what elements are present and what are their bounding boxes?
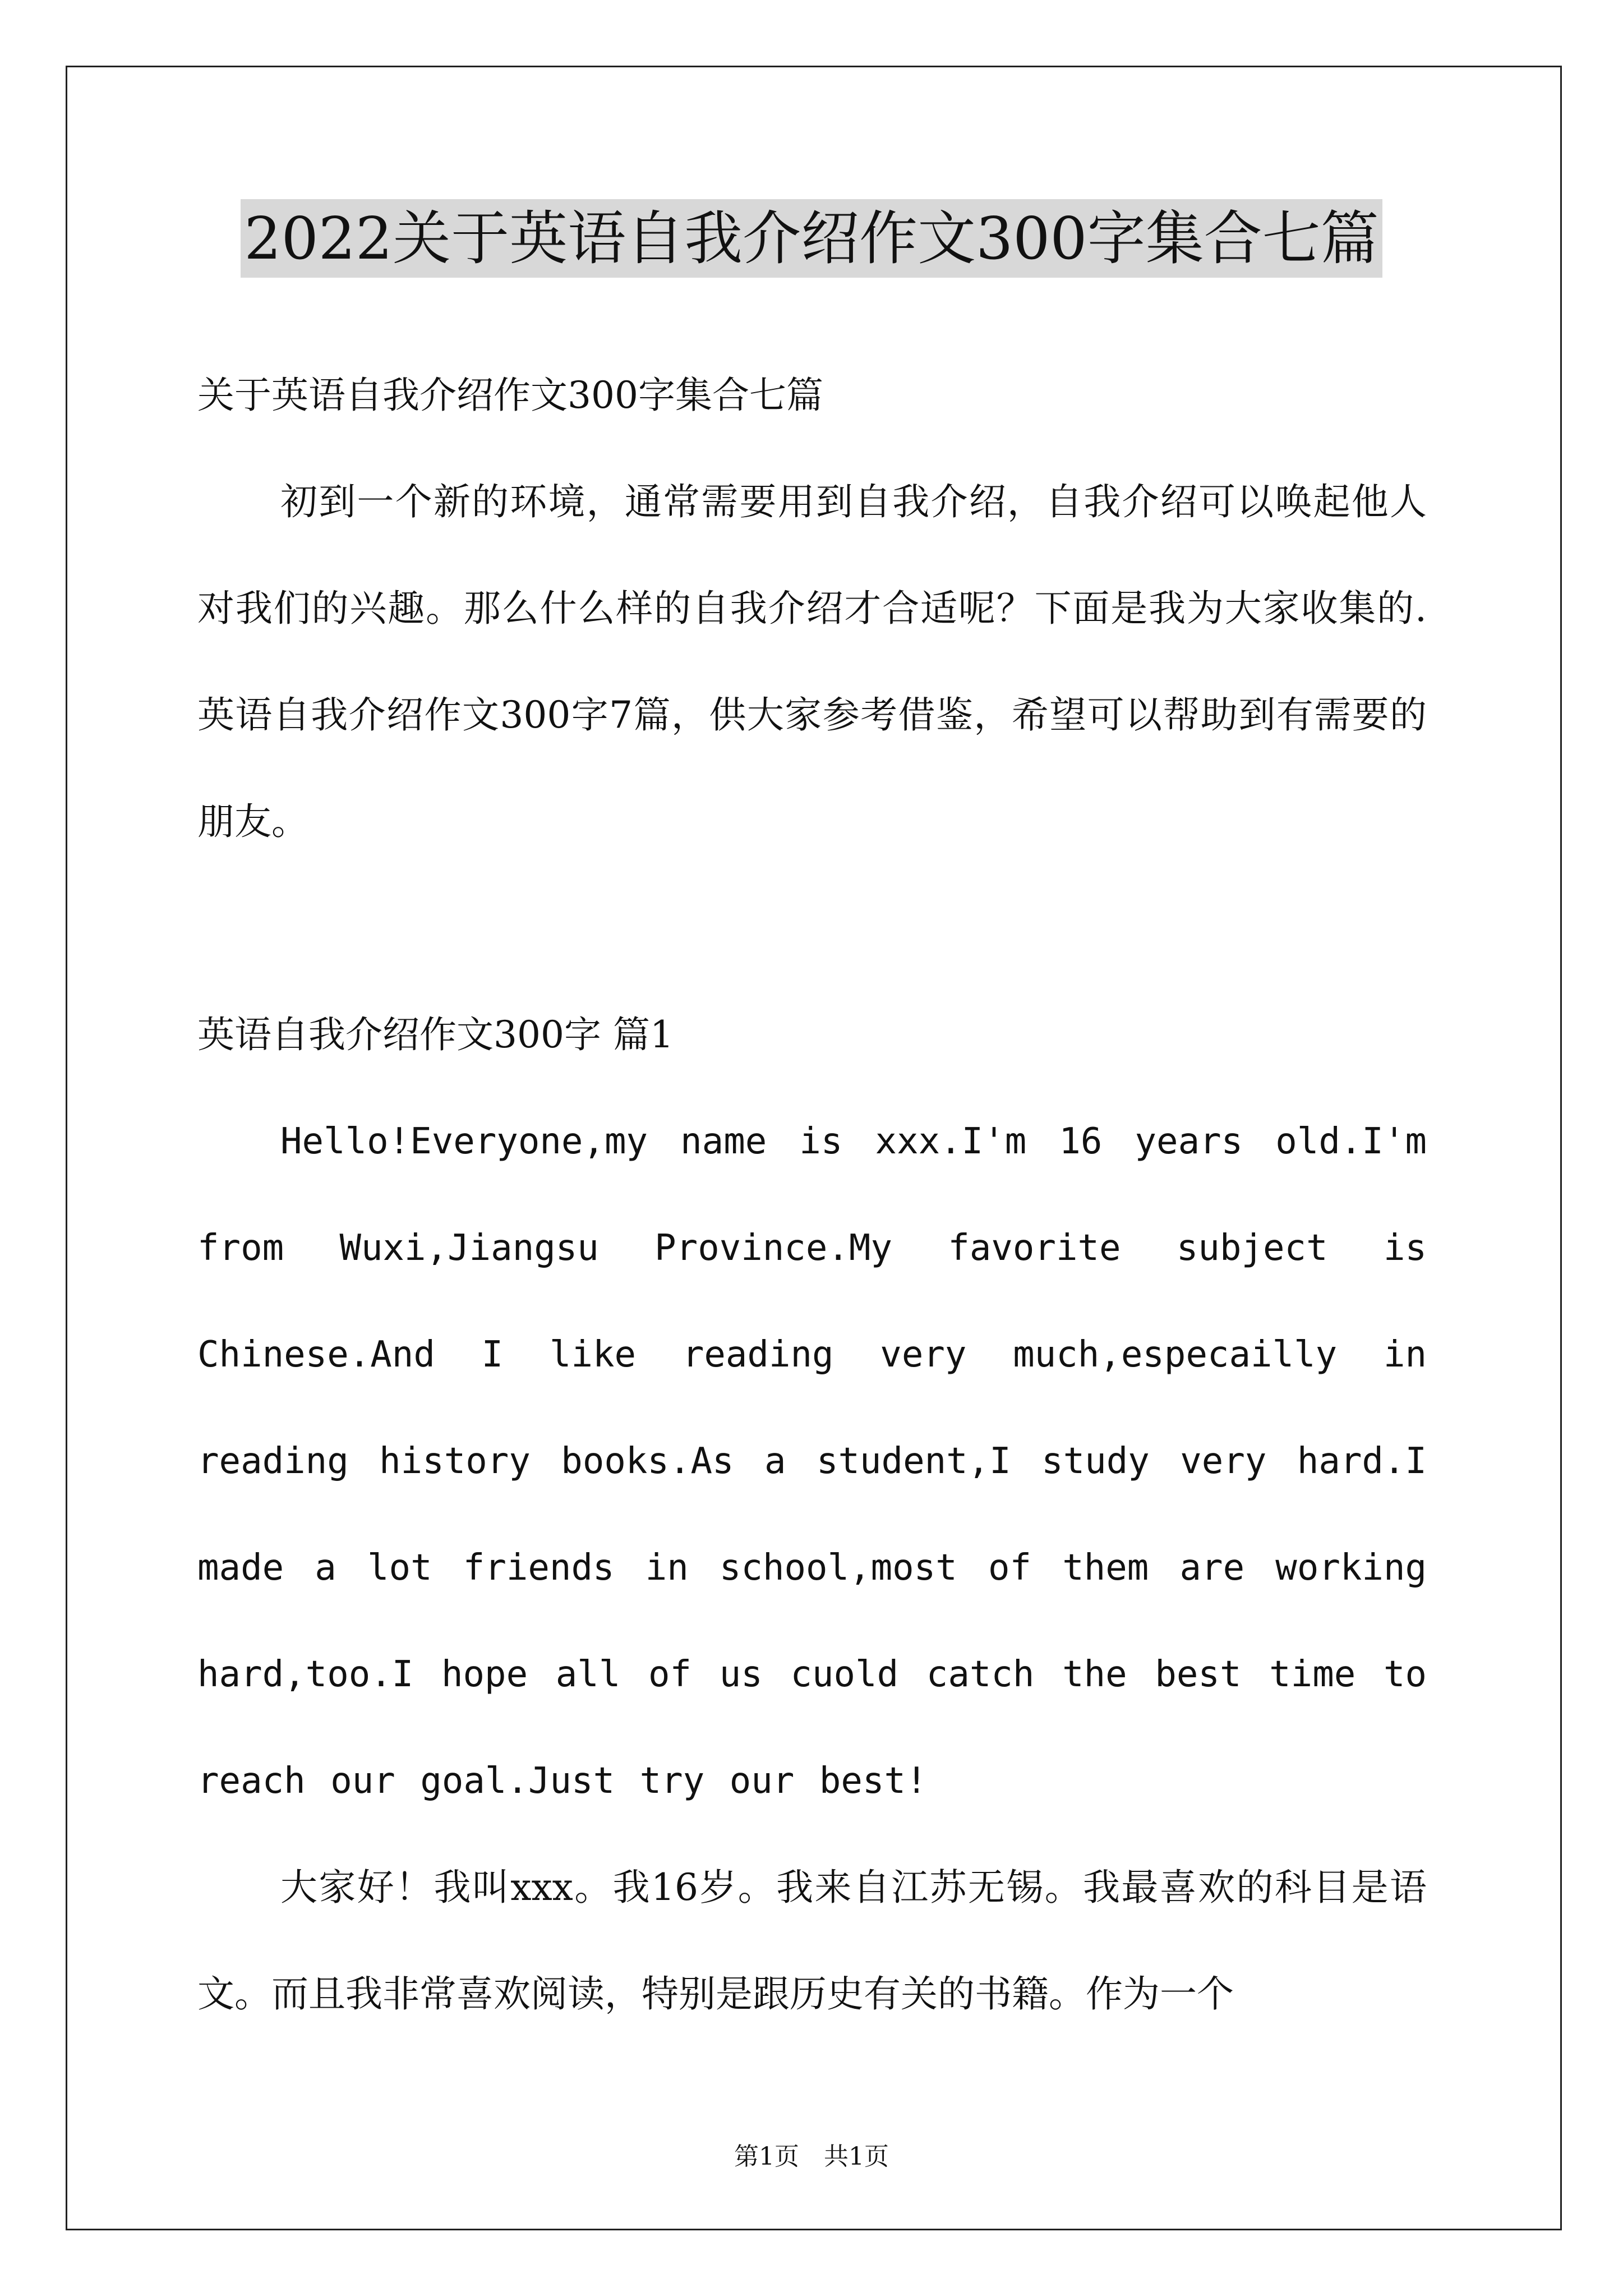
- english-paragraph: Hello!Everyone,my name is xxx.I'm 16 years old.I'm from Wuxi,Jiangsu Province.My favorite subject is Chinese.And I like reading very much,especailly in reading history books.As a student,I study very hard.I made a lot friends in school,most of them are working hard,too.I hope all of us cuold catch the best time to reach our goal.Just try our best!: [197, 1121, 1427, 1802]
- document-title: 2022关于英语自我介绍作文300字集合七篇: [241, 199, 1382, 278]
- intro-paragraph: 初到一个新的环境，通常需要用到自我介绍，自我介绍可以唤起他人对我们的兴趣。那么什么样的自我介绍才合适呢？下面是我为大家收集的.英语自我介绍作文300字7篇，供大家参考借鉴，希望可以帮助到有需要的朋友。: [197, 480, 1427, 843]
- page-footer: [0, 2136, 1623, 2172]
- chinese-paragraph: 大家好！我叫xxx。我16岁。我来自江苏无锡。我最喜欢的科目是语文。而且我非常喜欢阅读，特别是跟历史有关的书籍。作为一个: [197, 1866, 1427, 2016]
- section-heading: 英语自我介绍作文300字 篇1: [197, 1013, 674, 1056]
- page-total: 共1页: [824, 2142, 889, 2171]
- title-container: [0, 199, 1623, 278]
- document-body: [197, 342, 1427, 2047]
- page-number: 第1页: [734, 2142, 799, 2171]
- document-subtitle: 关于英语自我介绍作文300字集合七篇: [197, 374, 823, 417]
